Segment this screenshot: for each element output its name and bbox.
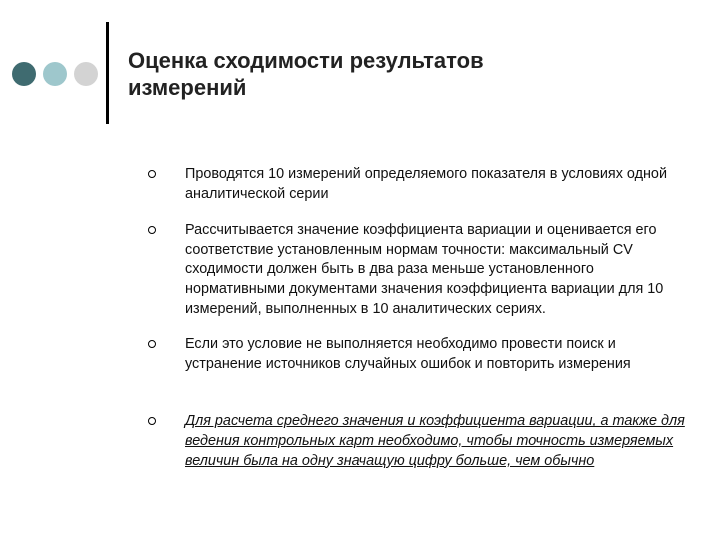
- slide-title-line-2: измерений: [128, 75, 247, 100]
- bullet-item: [148, 335, 688, 374]
- slide-title-line-1: Оценка сходимости результатов: [128, 48, 484, 73]
- bullet-text-emphasized: Для расчета среднего значения и коэффициента вариации, а также для ведения контрольных карт необходимо, чтобы точность измеряемых величин была на одну значащую цифру больше, чем обычно: [185, 413, 685, 469]
- dot-gray: [74, 62, 98, 86]
- bullet-icon: [148, 226, 156, 234]
- bullet-icon: [148, 417, 156, 425]
- decorative-dots: [12, 62, 98, 86]
- bullet-item: [148, 412, 688, 471]
- bullet-icon: [148, 170, 156, 178]
- slide-title: [128, 47, 688, 101]
- bullet-text: Если это условие не выполняется необходимо провести поиск и устранение источников случайных ошибок и повторить измерения: [185, 336, 631, 372]
- dot-light: [43, 62, 67, 86]
- title-divider: [106, 22, 109, 124]
- bullet-list: [148, 165, 688, 471]
- bullet-icon: [148, 340, 156, 348]
- bullet-text: Рассчитывается значение коэффициента вариации и оценивается его соответствие установленным нормам точности: максимальный CV сходимости должен быть в два раза меньше установленного нормативными документами значения коэффициента вариации для 10 измерений, выполненных в 10 аналитических сериях.: [185, 222, 664, 317]
- bullet-item: [148, 165, 688, 204]
- bullet-item: [148, 221, 688, 319]
- bullet-text: Проводятся 10 измерений определяемого показателя в условиях одной аналитической серии: [185, 166, 667, 202]
- dot-dark: [12, 62, 36, 86]
